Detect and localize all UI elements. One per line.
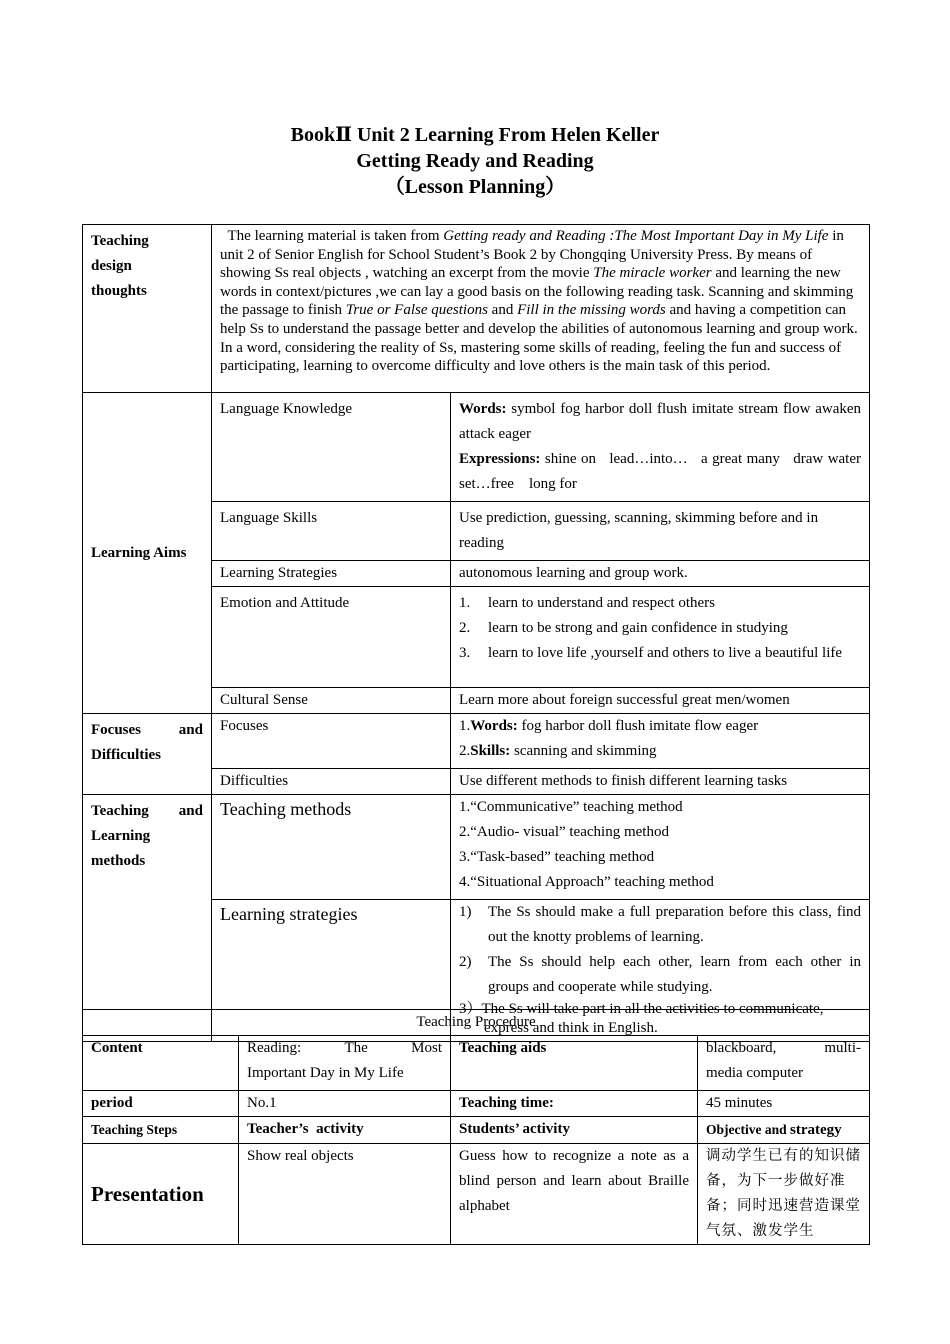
period-value: No.1 [239, 1091, 451, 1117]
text-segment: and learning the new words in context/pictures ,we can lay a good basis on the following reading task. Scanning and skimming the passage to finish [220, 265, 854, 319]
language-skills-label: Language Skills [212, 502, 451, 561]
title-line-3: （Lesson Planning） [384, 176, 566, 198]
aims-language-knowledge-row [83, 393, 870, 502]
procedure-header: Teaching Procedure [83, 1010, 870, 1036]
content-row [83, 1036, 870, 1091]
focuses-label: Focuses [212, 714, 451, 769]
teaching-methods-row [83, 795, 870, 900]
design-thoughts-row [83, 225, 870, 393]
text-segment: in unit 2 of Senior English for School Student’s Book 2 by Chongqing University Press. By means of showing Ss real objects , watching an excerpt from the movie [220, 228, 844, 282]
cultural-sense-label: Cultural Sense [212, 688, 451, 714]
difficulties-value: Use different methods to finish different learning tasks [451, 769, 870, 795]
language-knowledge-label: Language Knowledge [212, 393, 451, 502]
design-paragraph [220, 227, 861, 376]
words-list: symbol fog harbor doll flush imitate stream flow awaken attack eager [459, 401, 862, 442]
text-segment: and having a competition can help Ss to understand the passage better and develop the abilities of autonomous learning and group work. In a word, considering the reality of Ss, mastering some skills of reading, feeling the fun and success of participating, learning to overcome difficulty and love others is the main task of this period. [220, 302, 858, 375]
objective-strategy-value: 调动学生已有的知识储备，为下一步做好准备；同时迅速营造课堂气氛、激发学生 [698, 1144, 870, 1245]
teaching-methods-value [451, 795, 870, 900]
list-item: 3. learn to love life ,yourself and others to live a beautiful life [459, 645, 843, 661]
emotion-list [459, 591, 861, 666]
content-label: Content [83, 1036, 239, 1091]
expressions-list: shine on lead…into… a great many draw water set…free long for [459, 451, 873, 492]
expressions-label: Expressions: [459, 451, 541, 467]
teaching-aids-value: blackboard, multi- media computer [698, 1036, 870, 1091]
emotion-attitude-value [451, 587, 870, 688]
italic-title-segment: The miracle worker [593, 265, 712, 282]
words-label: Words: [459, 401, 507, 417]
italic-title-segment: Fill in the missing words [517, 302, 666, 319]
cultural-sense-value: Learn more about foreign successful great men/women [451, 688, 870, 714]
list-item: 2) The Ss should help each other, learn from each other in groups and cooperate while studying. [459, 954, 862, 995]
students-activity-label: Students’ activity [451, 1117, 698, 1144]
list-item: 1) The Ss should make a full preparation before this class, find out the knotty problems of learning. [459, 904, 862, 945]
document-title [0, 122, 950, 200]
italic-title-segment: Getting ready and Reading :The Most Important Day in My Life [443, 228, 829, 244]
period-label: period [83, 1091, 239, 1117]
presentation-label: Presentation [83, 1144, 239, 1245]
list-item: 1.“Communicative” teaching method [459, 799, 683, 815]
learning-strategies-value: autonomous learning and group work. [451, 561, 870, 587]
teaching-methods-label: Teaching methods [212, 795, 451, 900]
list-item: 3.“Task-based” teaching method [459, 849, 655, 865]
content-value: Reading: The Most Important Day in My Life [239, 1036, 451, 1091]
language-skills-value: Use prediction, guessing, scanning, skimming before and in reading [451, 502, 870, 561]
focuses-difficulties-label: Focuses and Difficulties [83, 714, 212, 795]
list-item: 1. learn to understand and respect others [459, 595, 715, 611]
teaching-time-label: Teaching time: [451, 1091, 698, 1117]
teaching-learning-methods-label: Teaching and Learning methods [83, 795, 212, 1042]
teaching-time-value: 45 minutes [698, 1091, 870, 1117]
presentation-row [83, 1144, 870, 1245]
learning-strategies-method-label: Learning strategies [212, 900, 451, 1042]
procedure-header-row [83, 1010, 870, 1036]
text-segment: and [487, 302, 518, 319]
focuses-value: 1.Words: fog harbor doll flush imitate flow eager 2.Skills: scanning and skimming [451, 714, 870, 769]
period-row [83, 1091, 870, 1117]
list-item: 3）The Ss will take part in all the activities to communicate, express and think in English. [459, 1001, 824, 1036]
teacher-activity-value: Show real objects [239, 1144, 451, 1245]
emotion-attitude-label: Emotion and Attitude [212, 587, 451, 688]
teaching-aids-label: Teaching aids [451, 1036, 698, 1091]
learning-aims-label: Learning Aims [83, 393, 212, 714]
teaching-steps-label: Teaching Steps [83, 1117, 239, 1144]
students-activity-value: Guess how to recognize a note as a blind person and learn about Braille alphabet [451, 1144, 698, 1245]
lesson-plan-table [82, 224, 873, 1042]
design-thoughts-label: Teaching design thoughts [83, 225, 212, 393]
list-item: 2. learn to be strong and gain confidence in studying [459, 620, 788, 636]
text-segment: The learning material is taken from [220, 228, 444, 244]
learning-strategies-list [459, 900, 861, 1000]
title-line-2: Getting Ready and Reading [356, 150, 594, 172]
steps-header-row [83, 1117, 870, 1144]
language-knowledge-value [451, 393, 873, 502]
learning-strategies-label: Learning Strategies [212, 561, 451, 587]
title-line-1: BookⅡ Unit 2 Learning From Helen Keller [290, 124, 660, 146]
focuses-row [83, 714, 870, 769]
objective-strategy-label: Objective and strategy [698, 1117, 870, 1144]
design-thoughts-text [212, 225, 870, 393]
teaching-procedure-table [82, 1009, 870, 1245]
list-item: 2.“Audio- visual” teaching method [459, 824, 669, 840]
italic-title-segment: True or False questions [345, 302, 488, 319]
teacher-activity-label: Teacher’s activity [239, 1117, 451, 1144]
difficulties-label: Difficulties [212, 769, 451, 795]
list-item: 4.“Situational Approach” teaching method [459, 874, 714, 890]
